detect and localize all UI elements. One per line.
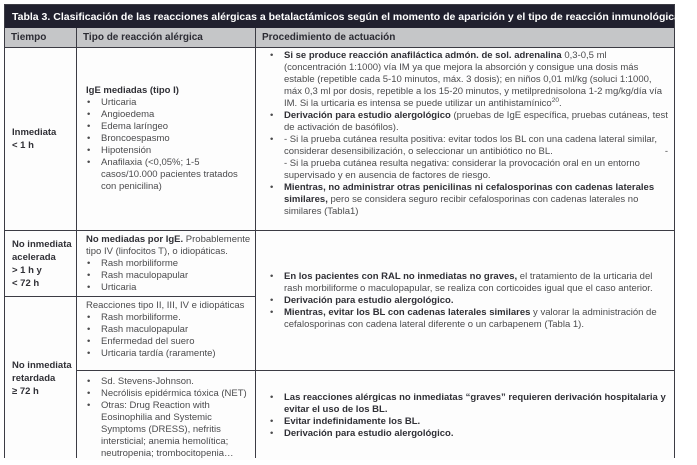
time-cell-retardada <box>5 297 76 460</box>
list-item <box>258 182 668 218</box>
list-item <box>258 416 668 428</box>
bullet-icon: • <box>87 324 91 335</box>
list-item-text: Necrólisis epidérmica tóxica (NET) <box>101 388 247 399</box>
type-heading-no-ige <box>77 234 251 258</box>
list-item <box>77 145 251 157</box>
list-item-text <box>284 134 668 182</box>
procedure-cell-acelerada <box>256 231 674 370</box>
list-item <box>258 307 668 331</box>
column-header-tipo-reaccion: Tipo de reacción alérgica <box>77 28 255 47</box>
list-item <box>77 282 251 294</box>
list-item-text: Broncoespasmo <box>101 133 170 144</box>
type-cell-no-ige <box>77 231 255 296</box>
list-item-text: Mientras, evitar los BL con cadenas laterales similares y valorar la administración de cefalosporinas con cadena lateral diferente o un carbapenem (Tabla 1). <box>284 306 657 330</box>
bullet-icon: • <box>87 348 91 359</box>
column-header-tiempo: Tiempo <box>5 28 76 47</box>
list-item-text: Urticaria <box>101 282 137 293</box>
time-label-line: No inmediata acelerada <box>12 238 72 263</box>
bullet-icon: • <box>87 388 91 399</box>
list-item <box>77 133 251 145</box>
list-item-subline: - Si la prueba cutánea resulta positiva: evitar todos los BL con una cadena lateral similar, considerar desensibilización, o seleccionar un antibiótico no BL. - <box>284 134 668 157</box>
bullet-icon: • <box>270 270 274 282</box>
list-item-text: Otras: Drug Reaction with Eosinophilia and Systemic Symptoms (DRESS), nefritis intersticial; anemia hemolítica; neutropenia; trombocitopenia… <box>101 400 234 459</box>
procedure-list-inmediata <box>258 50 668 218</box>
procedure-list-retardada <box>258 392 668 440</box>
list-item <box>258 392 668 416</box>
bullet-icon: • <box>87 133 91 144</box>
bullet-icon: • <box>87 312 91 323</box>
list-item <box>77 312 251 324</box>
type-heading-no-ige-rest: Probablemente tipo IV (linfocitos T), o idiopáticas. <box>86 234 251 257</box>
list-item <box>77 97 251 109</box>
type-list-graves <box>77 376 251 460</box>
table-title-bar: Tabla 3. Clasificación de las reacciones alérgicas a betalactámicos según el momento de aparición y el tipo de reacción inmunológica 10,19 <box>5 5 674 28</box>
type-list-ige <box>77 97 251 193</box>
bullet-icon: • <box>87 282 91 293</box>
column-header-procedimiento: Procedimiento de actuación <box>256 28 674 47</box>
list-item-text: Evitar indefinidamente los BL. <box>284 415 421 427</box>
list-item <box>77 258 251 270</box>
time-label-line: ≥ 72 h <box>12 386 39 397</box>
list-item <box>77 348 251 360</box>
time-label-line: Inmediata <box>12 127 57 138</box>
list-item-text: Urticaria tardía (raramente) <box>101 348 216 359</box>
list-item <box>77 270 251 282</box>
table-title: Tabla 3. Clasificación de las reacciones alérgicas a betalactámicos según el momento de aparición y el tipo de reacción inmunológica <box>12 10 680 23</box>
list-item-text: Mientras, no administrar otras penicilinas ni cefalosporinas con cadenas laterales similares, pero se considera seguro recibir cefalosporinas con cadenas laterales no similares (Tabla1) <box>284 182 655 217</box>
list-item-text: En los pacientes con RAL no inmediatas no graves, el tratamiento de la urticaria del rash morbiliforme o maculopapular, se realiza con corticoides igual que el caso anterior. <box>284 270 653 294</box>
list-item <box>77 157 251 193</box>
time-label-line: < 72 h <box>12 277 40 289</box>
type-heading-tipo-2-3-4: Reacciones tipo II, III, IV e idiopáticas <box>86 300 245 311</box>
time-label-line: > 1 h y <box>12 264 42 276</box>
type-list-tipo-2-3-4 <box>77 312 251 360</box>
table-grid <box>5 28 674 457</box>
list-item-text: Edema laríngeo <box>101 121 169 132</box>
classification-table <box>4 4 697 459</box>
list-item-text: Rash maculopapular <box>101 270 189 281</box>
type-cell-ige <box>77 48 255 230</box>
list-item <box>258 271 668 295</box>
bullet-icon: • <box>270 182 274 193</box>
list-item-text: Si se produce reacción anafiláctica admón. de sol. adrenalina 0,3-0,5 ml (concentración 1:1000) vía IM ya que mejora la absorción y consigue una dosis más estable (repetible cada 5-10 minutos, máx. 3 dosis); en niños 0,01 ml/kg (soluci 1:1000, máx 0,3 ml por dosis, repetible a los 15-20 minutos, y metilprednisolona 1-2 mg/kg/día vía IM. Si la urticaria es intensa se puede utilizar un antihistamínico$^{20}$. <box>284 50 663 109</box>
list-item <box>77 376 251 388</box>
bullet-icon: • <box>270 427 274 439</box>
procedure-list-acelerada <box>258 271 668 331</box>
type-cell-graves <box>77 371 255 460</box>
bullet-icon: • <box>270 415 274 427</box>
list-item <box>77 388 251 400</box>
procedure-cell-inmediata <box>256 48 674 230</box>
list-item-text: Las reacciones alérgicas no inmediatas “graves” requieren derivación hospitalaria y evitar el uso de los BL. <box>284 391 666 415</box>
list-item-text: Enfermedad del suero <box>101 336 195 347</box>
list-item-text: Angioedema <box>101 109 155 120</box>
list-item-text: Derivación para estudio alergológico (pruebas de IgE específica, pruebas cutáneas, test de activación de basófilos). <box>284 110 668 133</box>
bullet-icon: • <box>270 50 274 61</box>
procedure-cell-retardada <box>256 371 674 460</box>
type-list-no-ige <box>77 258 251 294</box>
list-item-subline: - Si la prueba cutánea resulta negativa: considerar la provocación oral en un entorno supervisado y en ausencia de factores de riesgo. <box>284 158 640 181</box>
bullet-icon: • <box>87 336 91 347</box>
list-item <box>258 110 668 134</box>
bullet-icon: • <box>270 110 274 121</box>
list-item <box>258 50 668 110</box>
bullet-icon: • <box>87 109 91 120</box>
list-item-text: Derivación para estudio alergológico. <box>284 427 454 439</box>
time-label-line: No inmediata retardada <box>12 360 72 384</box>
bullet-icon: • <box>270 306 274 318</box>
bullet-icon: • <box>270 294 274 306</box>
list-item-text: Anafilaxia (<0,05%; 1-5 casos/10.000 pacientes tratados con penicilina) <box>101 157 238 192</box>
list-item-text: Urticaria <box>101 97 137 108</box>
bullet-icon: • <box>270 391 274 403</box>
list-item-text: Rash maculopapular <box>101 324 189 335</box>
type-heading-no-ige-bold: No mediadas por IgE. <box>86 234 184 245</box>
list-item <box>258 428 668 440</box>
list-item <box>77 324 251 336</box>
list-item <box>258 134 668 182</box>
list-item <box>258 295 668 307</box>
time-label-line: < 1 h <box>12 140 34 151</box>
bullet-icon: • <box>87 145 91 156</box>
list-item <box>77 121 251 133</box>
list-item-text: Derivación para estudio alergológico. <box>284 294 454 306</box>
bullet-icon: • <box>87 400 91 411</box>
bullet-icon: • <box>87 157 91 168</box>
bullet-icon: • <box>87 258 91 269</box>
list-item-text: Hipotensión <box>101 145 152 156</box>
list-item-text: Sd. Stevens-Johnson. <box>101 376 194 387</box>
bullet-icon: • <box>87 376 91 387</box>
list-item <box>77 336 251 348</box>
time-cell-acelerada <box>5 231 76 296</box>
time-cell-inmediata <box>5 48 76 230</box>
bullet-icon: • <box>87 97 91 108</box>
type-cell-tipo-2-3-4 <box>77 297 255 370</box>
bullet-icon: • <box>270 134 274 145</box>
list-item-text: Rash morbiliforme <box>101 258 179 269</box>
list-item <box>77 109 251 121</box>
list-item-text: Rash morbiliforme. <box>101 312 181 323</box>
type-heading-ige: IgE mediadas (tipo I) <box>86 85 179 96</box>
bullet-icon: • <box>87 270 91 281</box>
bullet-icon: • <box>87 121 91 132</box>
list-item <box>77 400 251 460</box>
